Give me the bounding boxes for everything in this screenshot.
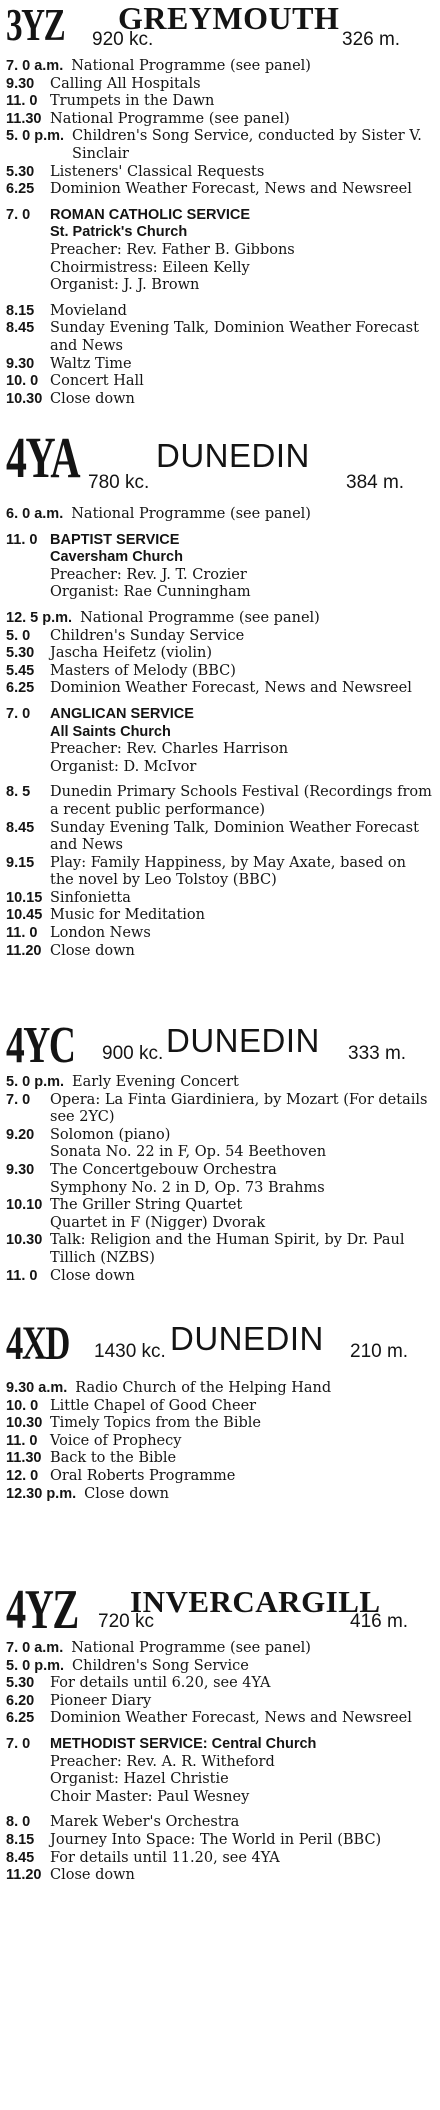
- programme-time: [6, 260, 50, 278]
- programme-row: [6, 1710, 434, 1728]
- programme-time: 9.30 a.m.: [6, 1380, 68, 1396]
- programme-row: [6, 784, 434, 819]
- station-header: [6, 427, 434, 1007]
- programme-title: National Programme (see panel): [71, 506, 311, 522]
- programme-time: 7. 0: [6, 1735, 31, 1752]
- programme-time: 8.15: [6, 302, 35, 319]
- programme-row: [6, 1415, 434, 1433]
- programme-time: 7. 0: [6, 206, 31, 223]
- programme-time: 10.30: [6, 1232, 43, 1249]
- programme-title: The Concertgebouw Orchestra Symphony No. 2 in D, Op. 73 Brahms: [50, 1161, 325, 1196]
- programme-title: Sunday Evening Talk, Dominion Weather Forecast and News: [50, 819, 419, 854]
- programme-title: Choir Master: Paul Wesney: [50, 1788, 250, 1805]
- programme-row: [6, 506, 434, 524]
- programme-title: Organist: Rae Cunningham: [50, 584, 251, 601]
- station-wavelength: 210 m.: [350, 1341, 409, 1362]
- programme-row: [6, 1127, 434, 1162]
- programme-row: [6, 1814, 434, 1832]
- section-gap: [6, 295, 434, 303]
- programme-title: METHODIST SERVICE: Central Church: [50, 1735, 317, 1752]
- programme-time: 11.20: [6, 942, 42, 959]
- programme-time: 5. 0: [6, 627, 31, 644]
- programme-title: Close down: [50, 1867, 135, 1884]
- programme-title: Sinfonietta: [50, 889, 131, 906]
- programme-title: Dunedin Primary Schools Festival (Recordings from a recent public performance): [50, 784, 432, 818]
- section-gap: [6, 1806, 434, 1814]
- programme-row: [6, 1832, 434, 1850]
- programme-row: [6, 1468, 434, 1486]
- programme-time: [6, 759, 50, 777]
- programme-title: ANGLICAN SERVICE: [50, 705, 194, 722]
- programme-row: [6, 1771, 434, 1789]
- programme-row: [6, 373, 434, 391]
- programme-time: 9.20: [6, 1126, 35, 1143]
- programme-title: All Saints Church: [50, 723, 171, 740]
- programme-title: Voice of Prophecy: [50, 1432, 182, 1449]
- programme-time: 6. 0 a.m.: [6, 506, 64, 522]
- programme-time: 11.30: [6, 1450, 42, 1467]
- station-wavelength: 326 m.: [342, 29, 401, 50]
- programme-row: [6, 1197, 434, 1232]
- programme-title: Caversham Church: [50, 549, 183, 566]
- section-gap: [6, 776, 434, 784]
- programme-row: [6, 820, 434, 855]
- programme-row: [6, 645, 434, 663]
- programme-time: 7. 0: [6, 1091, 31, 1108]
- programme-time: [6, 277, 50, 295]
- programme-row: [6, 58, 434, 76]
- programme-time: [6, 741, 50, 759]
- programme-row: [6, 164, 434, 182]
- programme-title: Back to the Bible: [50, 1450, 177, 1467]
- programme-row: [6, 584, 434, 602]
- programme-title: Preacher: Rev. Charles Harrison: [50, 741, 289, 758]
- programme-title: National Programme (see panel): [80, 609, 320, 626]
- programme-title: Dominion Weather Forecast, News and Newsreel: [50, 1710, 412, 1727]
- programme-time: [6, 1771, 50, 1789]
- section-gap: [6, 698, 434, 706]
- programme-time: 5.45: [6, 662, 35, 679]
- programme-row: [6, 1675, 434, 1693]
- programme-title: Masters of Melody (BBC): [50, 662, 236, 679]
- section-gap: [6, 1728, 434, 1736]
- programme-title: National Programme (see panel): [71, 1640, 311, 1656]
- programme-row: [6, 1658, 434, 1676]
- programme-time: 12.30 p.m.: [6, 1485, 77, 1502]
- programme-time: 5. 0 p.m.: [6, 128, 65, 145]
- call-sign: 4YZ: [6, 1579, 78, 1641]
- programme-title: BAPTIST SERVICE: [50, 531, 180, 548]
- programme-list: [6, 1640, 434, 1885]
- programme-row: [6, 320, 434, 355]
- programme-title: Movieland: [50, 302, 127, 319]
- programme-time: 10. 0: [6, 1397, 39, 1414]
- programme-title: St. Patrick's Church: [50, 224, 188, 241]
- programme-time: 9.15: [6, 854, 35, 871]
- programme-time: 11. 0: [6, 531, 38, 548]
- programme-row: [6, 1640, 434, 1658]
- programme-row: [6, 224, 434, 242]
- programme-row: [6, 242, 434, 260]
- programme-time: 6.25: [6, 1710, 35, 1727]
- programme-title: National Programme (see panel): [50, 110, 290, 127]
- programme-list: [6, 1074, 434, 1285]
- programme-title: Preacher: Rev. Father B. Gibbons: [50, 241, 295, 258]
- programme-title: Opera: La Finta Giardiniera, by Mozart (For details see 2YC): [50, 1091, 428, 1126]
- programme-title: Children's Sunday Service: [50, 627, 245, 644]
- station-4ya: [6, 427, 434, 1007]
- programme-list: [6, 506, 434, 960]
- programme-title: National Programme (see panel): [71, 58, 311, 74]
- programme-time: 11.30: [6, 110, 42, 127]
- station-city: DUNEDIN: [166, 1022, 320, 1059]
- station-city: DUNEDIN: [170, 1320, 324, 1357]
- programme-time: 11. 0: [6, 1267, 38, 1284]
- programme-time: 8. 5: [6, 784, 31, 801]
- programme-title: The Griller String Quartet Quartet in F (Nigger) Dvorak: [50, 1197, 266, 1231]
- programme-row: [6, 207, 434, 225]
- programme-title: Children's Song Service, conducted by Sister V. Sinclair: [72, 128, 422, 162]
- programme-row: [6, 706, 434, 724]
- programme-row: [6, 391, 434, 409]
- programme-time: 6.25: [6, 680, 35, 697]
- programme-row: [6, 128, 434, 163]
- programme-row: [6, 628, 434, 646]
- programme-row: [6, 759, 434, 777]
- programme-row: [6, 610, 434, 628]
- programme-row: [6, 1736, 434, 1754]
- programme-row: [6, 181, 434, 199]
- programme-title: Music for Meditation: [50, 907, 205, 924]
- programme-row: [6, 356, 434, 374]
- programme-row: [6, 1162, 434, 1197]
- programme-row: [6, 1398, 434, 1416]
- programme-time: [6, 584, 50, 602]
- programme-title: Close down: [50, 942, 135, 959]
- programme-title: Close down: [50, 1267, 135, 1284]
- call-sign: 4XD: [6, 1317, 69, 1370]
- section-gap: [6, 602, 434, 610]
- station-4yz: [6, 1580, 434, 2110]
- programme-time: 10.30: [6, 1415, 43, 1432]
- programme-title: Solomon (piano) Sonata No. 22 in F, Op. 54 Beethoven: [50, 1126, 327, 1161]
- programme-time: 10.10: [6, 1197, 43, 1214]
- programme-row: [6, 1268, 434, 1286]
- programme-time: 11. 0: [6, 925, 38, 942]
- call-sign: 4YC: [6, 1017, 75, 1074]
- programme-row: [6, 111, 434, 129]
- station-header: [6, 1018, 434, 1318]
- programme-title: Close down: [84, 1485, 169, 1502]
- programme-time: 12. 5 p.m.: [6, 609, 73, 626]
- programme-row: [6, 1486, 434, 1504]
- programme-title: Early Evening Concert: [72, 1074, 239, 1090]
- programme-row: [6, 76, 434, 94]
- programme-title: Jascha Heifetz (violin): [50, 645, 212, 662]
- programme-title: Choirmistress: Eileen Kelly: [50, 259, 250, 276]
- programme-title: Preacher: Rev. A. R. Witheford: [50, 1753, 275, 1770]
- programme-row: [6, 890, 434, 908]
- programme-time: 5. 0 p.m.: [6, 1074, 65, 1090]
- programme-time: 8.45: [6, 819, 35, 836]
- programme-row: [6, 1433, 434, 1451]
- programme-title: Radio Church of the Helping Hand: [75, 1380, 332, 1396]
- programme-title: For details until 11.20, see 4YA: [50, 1849, 280, 1866]
- programme-time: 6.20: [6, 1692, 35, 1709]
- station-frequency: 920 kc.: [92, 29, 154, 50]
- programme-row: [6, 93, 434, 111]
- station-wavelength: 416 m.: [350, 1611, 409, 1632]
- programme-row: [6, 303, 434, 321]
- programme-time: 10.45: [6, 907, 43, 924]
- programme-title: Preacher: Rev. J. T. Crozier: [50, 566, 247, 583]
- programme-title: Oral Roberts Programme: [50, 1467, 236, 1484]
- programme-title: Waltz Time: [50, 355, 132, 372]
- programme-time: 5.30: [6, 645, 35, 662]
- call-sign: 4YA: [6, 425, 80, 490]
- programme-title: Listeners' Classical Requests: [50, 163, 265, 180]
- programme-row: [6, 532, 434, 550]
- programme-time: 7. 0: [6, 705, 31, 722]
- programme-title: Talk: Religion and the Human Spirit, by Dr. Paul Tillich (NZBS): [50, 1232, 405, 1266]
- station-city: INVERCARGILL: [130, 1584, 381, 1619]
- programme-row: [6, 549, 434, 567]
- station-frequency: 900 kc.: [102, 1043, 164, 1064]
- station-wavelength: 333 m.: [348, 1043, 407, 1064]
- programme-row: [6, 277, 434, 295]
- programme-time: 10.30: [6, 390, 43, 407]
- programme-time: 11. 0: [6, 1432, 38, 1449]
- programme-title: Organist: Hazel Christie: [50, 1771, 229, 1788]
- programme-title: Play: Family Happiness, by May Axate, based on the novel by Leo Tolstoy (BBC): [50, 854, 406, 889]
- programme-time: 9.30: [6, 75, 35, 92]
- programme-title: Journey Into Space: The World in Peril (BBC): [50, 1831, 382, 1848]
- programme-row: [6, 260, 434, 278]
- programme-title: Little Chapel of Good Cheer: [50, 1397, 257, 1414]
- programme-row: [6, 1380, 434, 1398]
- programme-row: [6, 1450, 434, 1468]
- section-gap: [6, 524, 434, 532]
- programme-row: [6, 567, 434, 585]
- programme-title: London News: [50, 925, 151, 942]
- programme-time: [6, 549, 50, 567]
- programme-time: 10.15: [6, 889, 43, 906]
- programme-row: [6, 1092, 434, 1127]
- programme-title: Trumpets in the Dawn: [50, 93, 215, 110]
- station-frequency: 1430 kc.: [94, 1341, 166, 1362]
- programme-title: Children's Song Service: [72, 1657, 249, 1674]
- programme-row: [6, 663, 434, 681]
- programme-time: 8.45: [6, 1849, 35, 1866]
- programme-row: [6, 1789, 434, 1807]
- programme-row: [6, 925, 434, 943]
- programme-row: [6, 1232, 434, 1267]
- programme-time: 8.45: [6, 320, 35, 337]
- programme-time: 11.20: [6, 1867, 42, 1884]
- station-frequency: 780 kc.: [88, 472, 150, 493]
- programme-row: [6, 1693, 434, 1711]
- programme-list: [6, 1380, 434, 1503]
- programme-time: 8.15: [6, 1831, 35, 1848]
- programme-title: For details until 6.20, see 4YA: [50, 1675, 271, 1692]
- programme-time: [6, 1789, 50, 1807]
- programme-time: [6, 724, 50, 742]
- programme-time: 12. 0: [6, 1467, 39, 1484]
- programme-row: [6, 1074, 434, 1092]
- station-city: DUNEDIN: [156, 437, 310, 474]
- programme-time: 9.30: [6, 1161, 35, 1178]
- station-header: [6, 1318, 434, 1588]
- programme-time: [6, 242, 50, 260]
- programme-row: [6, 855, 434, 890]
- station-4xd: [6, 1318, 434, 1588]
- programme-title: Dominion Weather Forecast, News and Newsreel: [50, 680, 412, 697]
- programme-row: [6, 1867, 434, 1885]
- programme-title: Dominion Weather Forecast, News and Newsreel: [50, 181, 412, 198]
- programme-row: [6, 1850, 434, 1868]
- station-wavelength: 384 m.: [346, 472, 405, 493]
- programme-row: [6, 680, 434, 698]
- programme-title: Timely Topics from the Bible: [50, 1415, 261, 1432]
- programme-row: [6, 724, 434, 742]
- programme-time: 7. 0 a.m.: [6, 1640, 64, 1656]
- programme-title: Sunday Evening Talk, Dominion Weather Forecast and News: [50, 320, 419, 354]
- programme-row: [6, 907, 434, 925]
- programme-time: [6, 224, 50, 242]
- programme-row: [6, 741, 434, 759]
- programme-time: 7. 0 a.m.: [6, 58, 64, 74]
- call-sign: 3YZ: [6, 0, 65, 50]
- programme-time: [6, 567, 50, 585]
- programme-time: 10. 0: [6, 373, 39, 390]
- programme-title: Close down: [50, 390, 135, 407]
- programme-list: [6, 58, 434, 408]
- programme-time: 9.30: [6, 355, 35, 372]
- programme-title: Calling All Hospitals: [50, 75, 201, 92]
- station-city: GREYMOUTH: [118, 0, 340, 36]
- programme-time: 5.30: [6, 163, 35, 180]
- programme-title: Organist: J. J. Brown: [50, 277, 200, 294]
- programme-time: 8. 0: [6, 1814, 31, 1831]
- programme-title: ROMAN CATHOLIC SERVICE: [50, 206, 251, 223]
- programme-time: 6.25: [6, 181, 35, 198]
- programme-title: Organist: D. McIvor: [50, 758, 197, 775]
- programme-time: 5.30: [6, 1675, 35, 1692]
- programme-title: Concert Hall: [50, 373, 144, 390]
- programme-time: [6, 1754, 50, 1772]
- section-gap: [6, 199, 434, 207]
- programme-time: 5. 0 p.m.: [6, 1657, 65, 1674]
- programme-title: Marek Weber's Orchestra: [50, 1814, 240, 1831]
- station-header: [6, 1580, 434, 2110]
- programme-row: [6, 1754, 434, 1772]
- programme-time: 11. 0: [6, 93, 38, 110]
- station-frequency: 720 kc: [98, 1611, 154, 1632]
- programme-title: Pioneer Diary: [50, 1692, 152, 1709]
- programme-row: [6, 943, 434, 961]
- station-4yc: [6, 1018, 434, 1318]
